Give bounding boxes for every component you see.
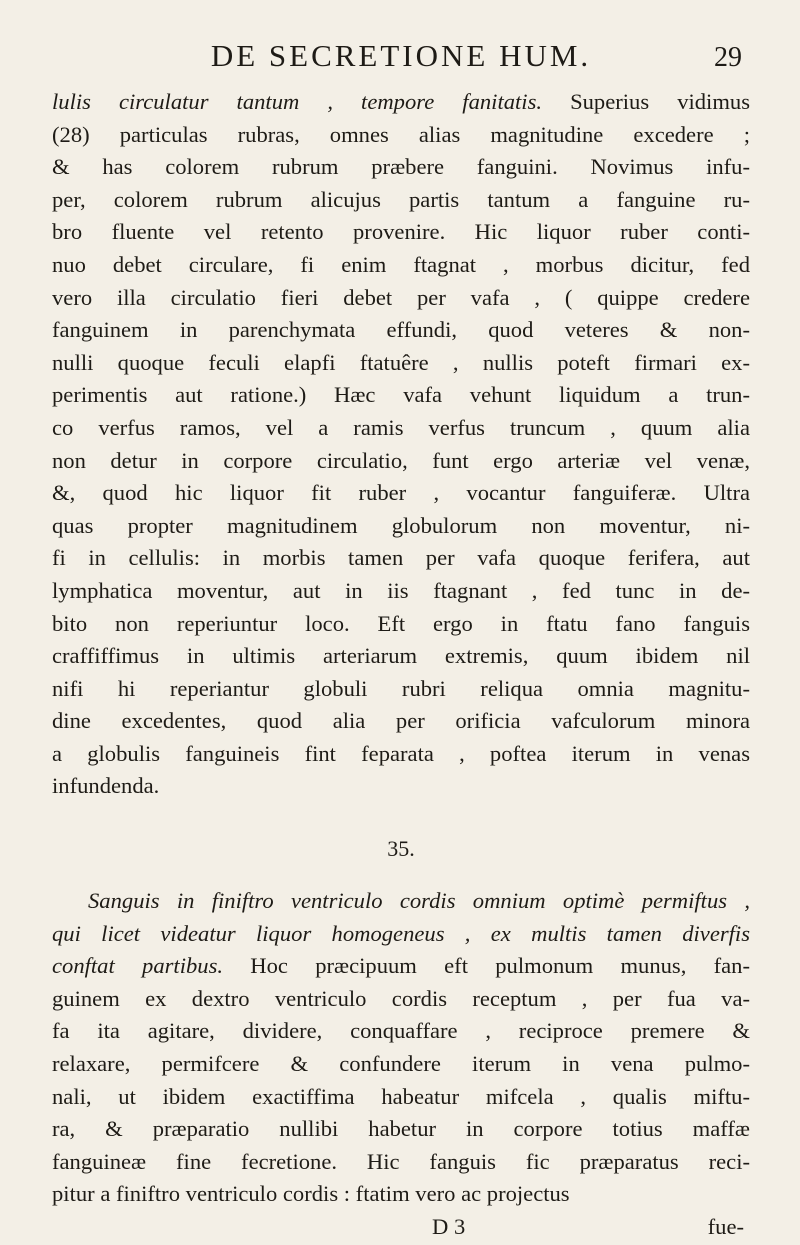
- signature-mark: D 3: [432, 1214, 466, 1239]
- text-line: bito non reperiuntur loco. Eft ergo in ftatu fano fanguis: [52, 610, 750, 636]
- text-line: per, colorem rubrum alicujus partis tantum a fanguine ru-: [52, 186, 750, 212]
- text-line: fa ita agitare, dividere, conquaffare , reciproce premere &: [52, 1018, 750, 1044]
- text-line: nifi hi reperiantur globuli rubri reliqua omnia magnitu-: [52, 675, 750, 701]
- page-footer: [52, 1211, 750, 1245]
- italic-text: Sanguis in finiftro ventriculo cordis omnium optimè permiftus ,: [88, 888, 750, 914]
- running-title: DE SECRETIONE HUM.: [210, 38, 592, 73]
- section-number: 35.: [387, 836, 415, 862]
- text-line: lymphatica moventur, aut in iis ftagnant , fed tunc in de-: [52, 577, 750, 603]
- text-line: nali, ut ibidem exactiffima habeatur mifcela , qualis miftu-: [52, 1083, 750, 1109]
- text-line: fanguineæ fine fecretione. Hic fanguis fic præparatus reci-: [52, 1148, 750, 1174]
- text-line: &, quod hic liquor fit ruber , vocantur fanguiferæ. Ultra: [52, 480, 750, 506]
- text-line: (28) particulas rubras, omnes alias magnitudine excedere ;: [52, 121, 750, 147]
- roman-text: Hoc præcipuum eft pulmonum munus, fan-: [223, 953, 751, 979]
- catchword: fue-: [707, 1214, 744, 1239]
- roman-text: Superius vidimus: [542, 89, 751, 114]
- text-line: ra, & præparatio nullibi habetur in corpore totius maffæ: [52, 1116, 750, 1142]
- italic-text: conftat partibus.: [52, 953, 224, 979]
- text-line: nuo debet circulare, fi enim ftagnat , morbus dicitur, fed: [52, 251, 750, 277]
- text-line: & has colorem rubrum præbere fanguini. Novimus infu-: [52, 154, 750, 180]
- text-line: perimentis aut ratione.) Hæc vafa vehunt liquidum a trun-: [52, 382, 750, 408]
- text-line: vero illa circulatio fieri debet per vafa , ( quippe credere: [52, 284, 750, 310]
- text-line: [52, 86, 750, 119]
- text-line: [52, 950, 750, 983]
- text-line: nulli quoque feculi elapfi ftatuêre , nullis poteft firmari ex-: [52, 349, 750, 375]
- paragraph-1: [52, 86, 750, 803]
- paragraph-2: [52, 885, 750, 1211]
- text-line: [52, 918, 750, 951]
- text-line: [52, 885, 750, 918]
- italic-text: qui licet videatur liquor homogeneus , ex multis tamen diverfis: [52, 920, 750, 946]
- text-line: a globulis fanguineis fint feparata , poftea iterum in venas: [52, 740, 750, 766]
- text-line: quas propter magnitudinem globulorum non moventur, ni-: [52, 512, 750, 538]
- text-line: guinem ex dextro ventriculo cordis receptum , per fua va-: [52, 985, 750, 1011]
- text-line: co verfus ramos, vel a ramis verfus truncum , quum alia: [52, 414, 750, 440]
- text-line: fi in cellulis: in morbis tamen per vafa quoque ferifera, aut: [52, 545, 750, 571]
- text-line: bro fluente vel retento provenire. Hic liquor ruber conti-: [52, 219, 750, 245]
- page-number: 29: [714, 42, 742, 73]
- text-line: non detur in corpore circulatio, funt ergo arteriæ vel venæ,: [52, 447, 750, 473]
- text-line: pitur a finiftro ventriculo cordis : ftatim vero ac projectus: [52, 1181, 570, 1207]
- text-line: relaxare, permifcere & confundere iterum in vena pulmo-: [52, 1051, 750, 1077]
- text-line: fanguinem in parenchymata effundi, quod veteres & non-: [52, 317, 750, 343]
- text-line: dine excedentes, quod alia per orificia vafculorum minora: [52, 708, 750, 734]
- text-line: infundenda.: [52, 773, 160, 799]
- text-line: craffiffimus in ultimis arteriarum extremis, quum ibidem nil: [52, 643, 750, 669]
- italic-text: lulis circulatur tantum , tempore fanitatis.: [52, 89, 543, 114]
- page-header: [52, 30, 750, 86]
